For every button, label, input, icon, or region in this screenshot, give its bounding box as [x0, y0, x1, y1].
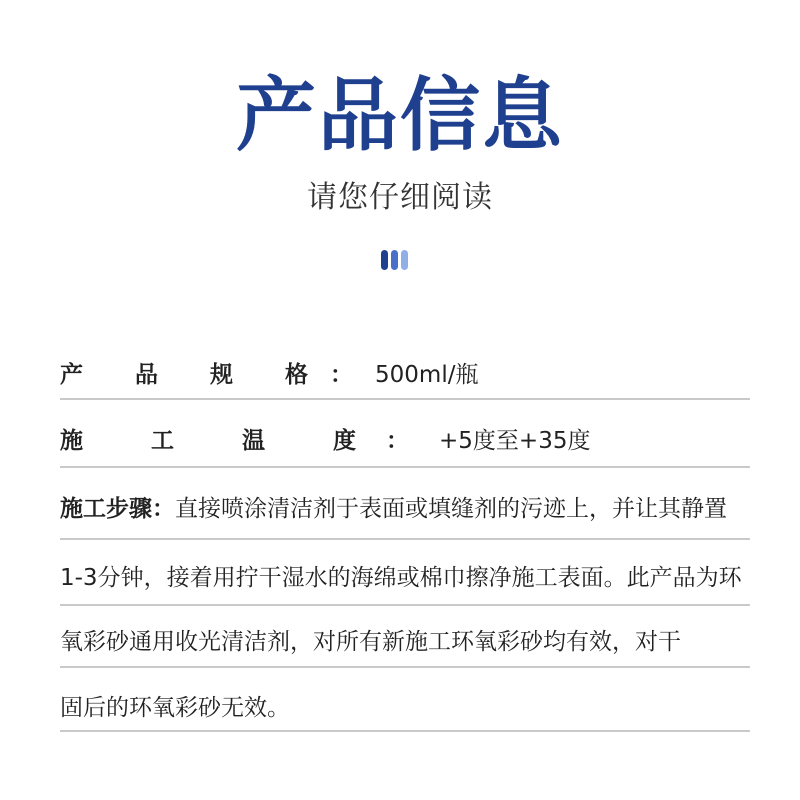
spec-row-steps [60, 488, 750, 540]
temperature-label: 施 工 温 度： [60, 428, 440, 454]
page-title: 产品信息 [236, 69, 564, 162]
steps-row-2 [60, 556, 750, 606]
spec-row-size [60, 355, 750, 400]
dot-2 [391, 250, 398, 270]
steps-line-2: 1-3分钟，接着用拧干湿水的海绵或棉巾擦净施工表面。此产品为环 [60, 565, 742, 591]
size-value: 500ml/瓶 [375, 362, 479, 388]
size-label: 产 品 规 格： [60, 362, 376, 388]
decorative-dots [381, 250, 408, 270]
steps-row-4 [60, 688, 750, 732]
dot-3 [401, 250, 408, 270]
spec-row-temperature [60, 420, 750, 468]
steps-line-4: 固后的环氧彩砂无效。 [60, 695, 290, 721]
page-subtitle: 请您仔细阅读 [307, 180, 493, 215]
steps-line-3: 氧彩砂通用收光清洁剂，对所有新施工环氧彩砂均有效，对干 [60, 629, 681, 655]
steps-label: 施工步骤： [60, 496, 175, 522]
steps-row-3 [60, 622, 750, 668]
temperature-value: +5度至+35度 [439, 428, 591, 454]
dot-1 [381, 250, 388, 270]
steps-line-1: 直接喷涂清洁剂于表面或填缝剂的污迹上，并让其静置 [175, 496, 727, 522]
